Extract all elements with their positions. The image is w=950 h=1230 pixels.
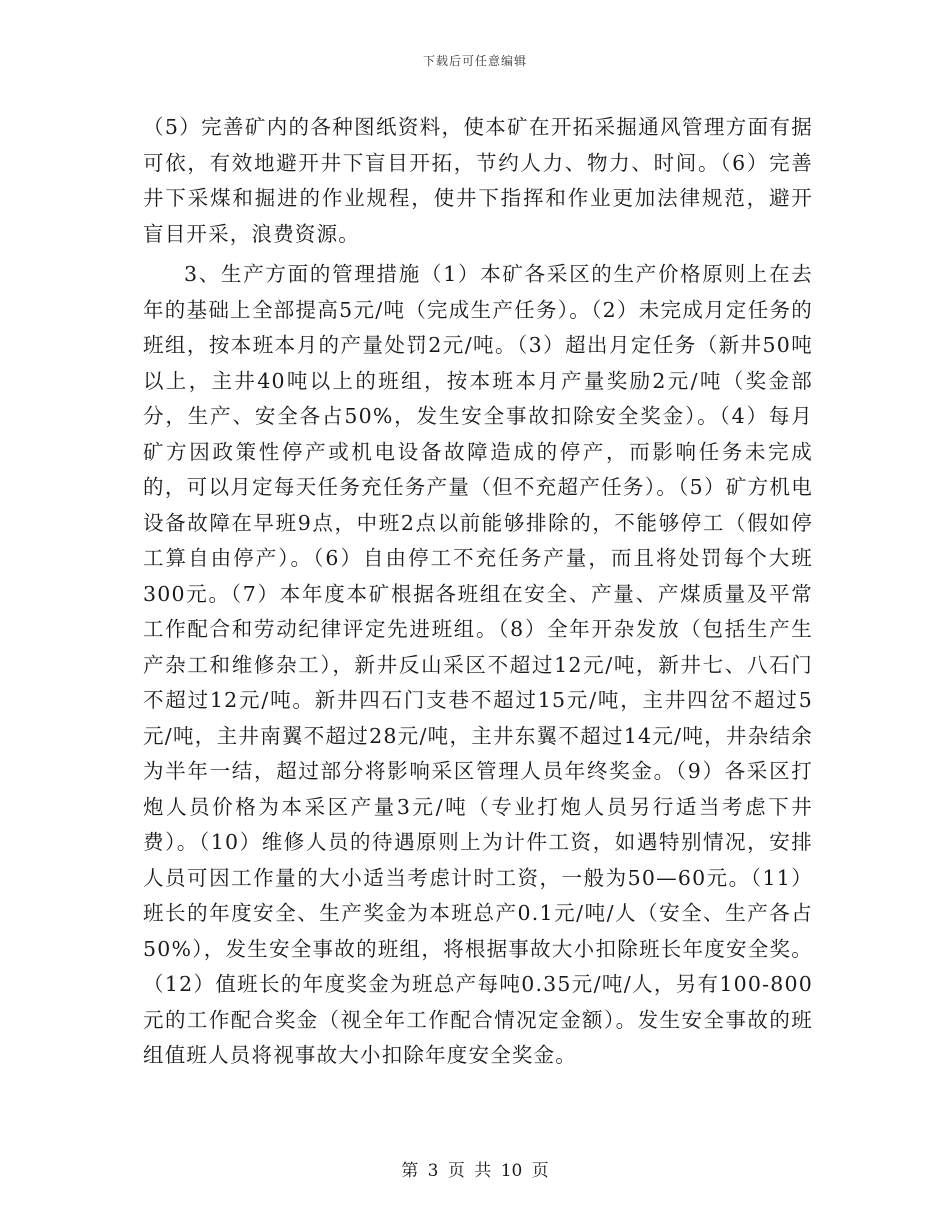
document-body (143, 110, 813, 1074)
page-number: 第 3 页 共 10 页 (401, 1161, 549, 1181)
paragraph-2: 3、生产方面的管理措施（1）本矿各采区的生产价格原则上在去年的基础上全部提高5元/吨（完成生产任务）。（2）未完成月定任务的班组，按本班本月的产量处罚2元/吨。（3）超出月定任务（新井50吨以上，主井40吨以上的班组，按本班本月产量奖励2元/吨（奖金部分，生产、安全各占50%，发生安全事故扣除安全奖金）。（4）每月矿方因政策性停产或机电设备故障造成的停产，而影响任务未完成的，可以月定每天任务充任务产量（但不充超产任务）。（5）矿方机电设备故障在早班9点，中班2点以前能够排除的，不能够停工（假如停工算自由停产）。（6）自由停工不充任务产量，而且将处罚每个大班300元。（7）本年度本矿根据各班组在安全、产量、产煤质量及平常工作配合和劳动纪律评定先进班组。（8）全年开杂发放（包括生产生产杂工和维修杂工），新井反山采区不超过12元/吨，新井七、八石门不超过12元/吨。新井四石门支巷不超过15元/吨，主井四岔不超过5元/吨，主井南翼不超过28元/吨，主井东翼不超过14元/吨，井杂结余为半年一结，超过部分将影响采区管理人员年终奖金。（9）各采区打炮人员价格为本采区产量3元/吨（专业打炮人员另行适当考虑下井费）。（10）维修人员的待遇原则上为计件工资，如遇特别情况，安排人员可因工作量的大小适当考虑计时工资，一般为50—60元。（11）班长的年度安全、生产奖金为本班总产0.1元/吨/人（安全、生产各占50%），发生安全事故的班组，将根据事故大小扣除班长年度安全奖。（12）值班长的年度奖金为班总产每吨0.35元/吨/人，另有100-800元的工作配合奖金（视全年工作配合情况定金额）。发生安全事故的班组值班人员将视事故大小扣除年度安全奖金。 (143, 262, 813, 1067)
page-header: 下载后可任意编辑 (422, 54, 527, 68)
paragraph-1: （5）完善矿内的各种图纸资料，使本矿在开拓采掘通风管理方面有据可依，有效地避开井下盲目开拓，节约人力、物力、时间。（6）完善井下采煤和掘进的作业规程，使井下指挥和作业更加法律规范，避开盲目开采，浪费资源。 (143, 115, 813, 246)
